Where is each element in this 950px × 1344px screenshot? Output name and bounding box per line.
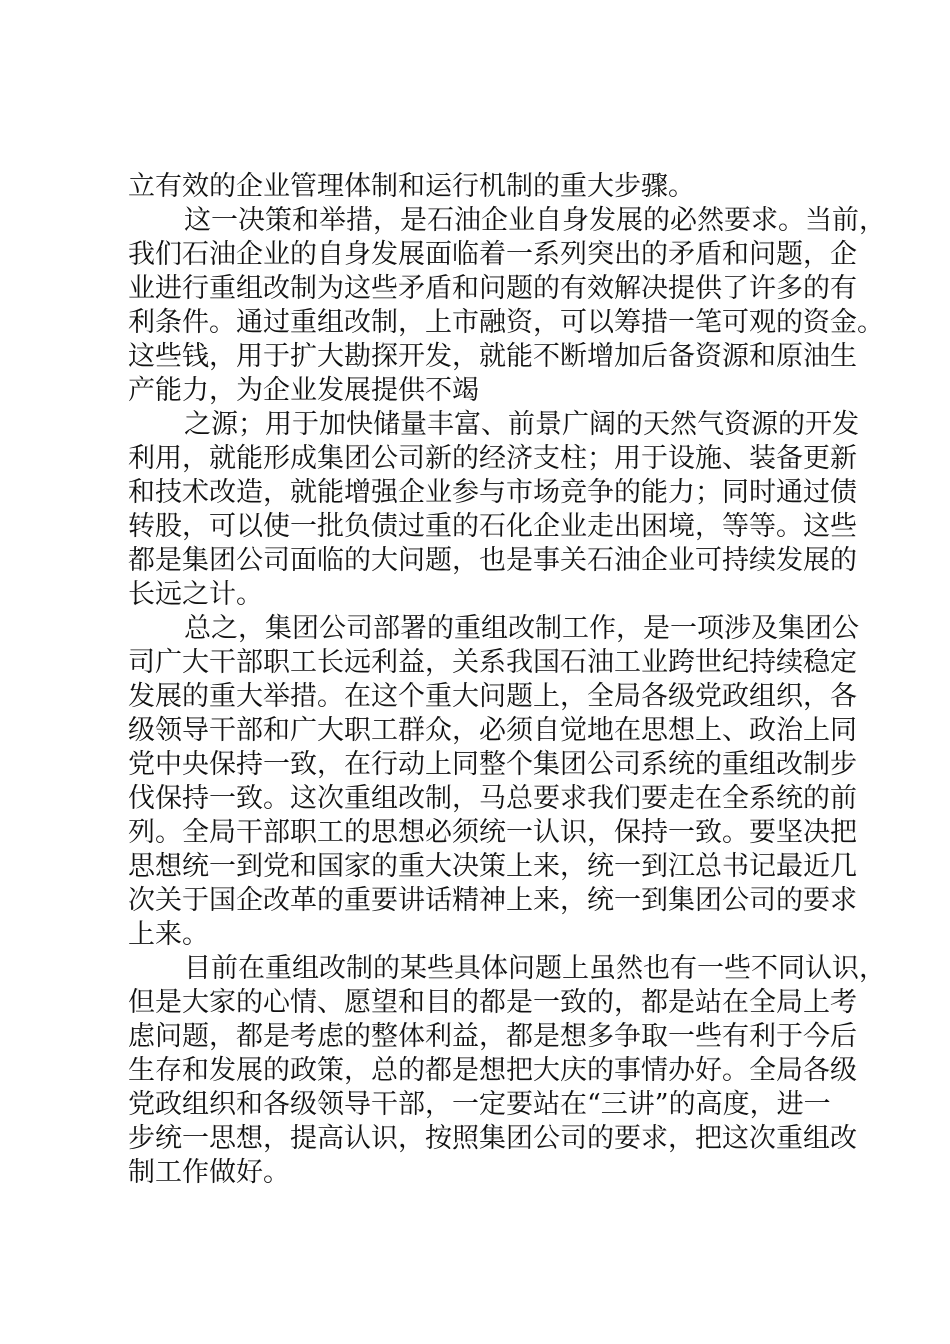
body-text-line: 利条件。通过重组改制，上市融资，可以筹措一笔可观的资金。	[128, 307, 884, 338]
body-text-line: 党政组织和各级领导干部，一定要站在“三讲”的高度，进一	[128, 1089, 831, 1120]
body-text-line: 立有效的企业管理体制和运行机制的重大步骤。	[128, 171, 695, 202]
body-text-line: 和技术改造，就能增强企业参与市场竞争的能力；同时通过债	[128, 477, 857, 508]
body-text-line: 但是大家的心情、愿望和目的都是一致的，都是站在全局上考	[128, 987, 857, 1018]
body-text-line: 我们石油企业的自身发展面临着一系列突出的矛盾和问题，企	[128, 239, 857, 270]
body-text-line: 级领导干部和广大职工群众，必须自觉地在思想上、政治上同	[128, 715, 857, 746]
body-text-line: 上来。	[128, 919, 209, 950]
body-text-line: 都是集团公司面临的大问题，也是事关石油企业可持续发展的	[128, 545, 857, 576]
body-text-line: 虑问题，都是考虑的整体利益，都是想多争取一些有利于今后	[128, 1021, 857, 1052]
body-text-line: 制工作做好。	[128, 1157, 290, 1188]
body-text-line: 步统一思想，提高认识，按照集团公司的要求，把这次重组改	[128, 1123, 857, 1154]
body-text-line: 生存和发展的政策，总的都是想把大庆的事情办好。全局各级	[128, 1055, 857, 1086]
body-text-line: 司广大干部职工长远利益，关系我国石油工业跨世纪持续稳定	[128, 647, 857, 678]
paragraph-first-line: 之源；用于加快储量丰富、前景广阔的天然气资源的开发	[184, 409, 859, 440]
body-text-line: 次关于国企改革的重要讲话精神上来，统一到集团公司的要求	[128, 885, 857, 916]
body-text-line: 产能力，为企业发展提供不竭	[128, 375, 479, 406]
body-text-line: 转股，可以使一批负债过重的石化企业走出困境，等等。这些	[128, 511, 857, 542]
body-text-line: 党中央保持一致，在行动上同整个集团公司系统的重组改制步	[128, 749, 857, 780]
body-text-line: 利用，就能形成集团公司新的经济支柱；用于设施、装备更新	[128, 443, 857, 474]
body-text-line: 业进行重组改制为这些矛盾和问题的有效解决提供了许多的有	[128, 273, 857, 304]
body-text-line: 长远之计。	[128, 579, 263, 610]
body-text-line: 思想统一到党和国家的重大决策上来，统一到江总书记最近几	[128, 851, 857, 882]
body-text-line: 列。全局干部职工的思想必须统一认识，保持一致。要坚决把	[128, 817, 857, 848]
paragraph-first-line: 总之，集团公司部署的重组改制工作，是一项涉及集团公	[184, 613, 859, 644]
paragraph-first-line: 目前在重组改制的某些具体问题上虽然也有一些不同认识，	[184, 953, 886, 984]
body-text-line: 伐保持一致。这次重组改制，马总要求我们要走在全系统的前	[128, 783, 857, 814]
body-text-line: 这些钱，用于扩大勘探开发，就能不断增加后备资源和原油生	[128, 341, 857, 372]
body-text-line: 发展的重大举措。在这个重大问题上，全局各级党政组织，各	[128, 681, 857, 712]
paragraph-first-line: 这一决策和举措，是石油企业自身发展的必然要求。当前，	[184, 205, 886, 236]
